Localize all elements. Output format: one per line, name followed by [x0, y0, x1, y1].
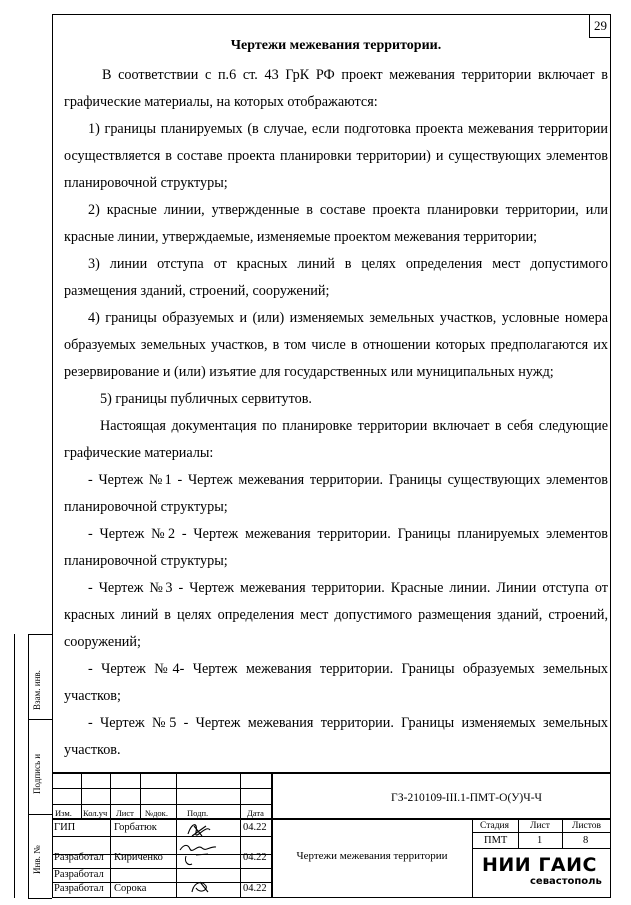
strip-vzam-label: Взам. инв.: [32, 670, 42, 710]
side-strip: [14, 634, 52, 898]
header-data: Дата: [247, 808, 264, 818]
row-role: Разработал: [54, 883, 104, 894]
page-number: 29: [589, 14, 611, 38]
signature-soroka: [188, 878, 212, 896]
list-item: 1) границы планируемых (в случае, если подготовка проекта межевания территории осуществляется в составе проекта планировки территории) и существующих элементов планировочной структуры;: [64, 121, 608, 191]
row-date: 04.22: [243, 822, 267, 833]
org-city: севастополь: [530, 876, 602, 887]
drawing-item: - Чертеж №5 - Чертеж межевания территории. Границы изменяемых земельных участков.: [64, 715, 608, 758]
drawing-item: - Чертеж №3 - Чертеж межевания территории. Красные линии. Линии отступа от красных линий в целях определения мест допустимого размещения зданий, строений, сооружений;: [64, 580, 608, 650]
page-title: Чертежи межевания территории.: [230, 38, 442, 53]
drawing-item: - Чертеж №4- Чертеж межевания территории. Границы образуемых земельных участков;: [64, 661, 608, 704]
list-item: 3) линии отступа от красных линий в целях определения мест допустимого размещения зданий, строений, сооружений;: [64, 256, 608, 299]
title-block: [52, 772, 611, 898]
list-item: 4) границы образуемых и (или) изменяемых земельных участков, условные номера образуемых земельных участков, в том числе в отношении которых предполагаются их резервирование и (или) изъятие для государственных или муниципальных нужд;: [64, 310, 608, 380]
list-header: Лист: [530, 821, 550, 831]
org-logo: НИИ ГАИС: [482, 854, 597, 876]
row-name: Горбатюк: [114, 822, 157, 833]
header-podp: Подп.: [187, 808, 209, 818]
paragraph: В соответствии с п.6 ст. 43 ГрК РФ проект межевания территории включает в графические материалы, на которых отображаются:: [64, 67, 608, 110]
signature-gorbatyuk: [184, 820, 214, 840]
stage-header: Стадия: [480, 821, 509, 831]
list-item: 5) границы публичных сервитутов.: [100, 391, 312, 407]
document-body: [64, 38, 608, 764]
row-role: Разработал: [54, 869, 104, 880]
header-kol: Кол.уч: [83, 808, 108, 818]
drawing-item: - Чертеж №1 - Чертеж межевания территории. Границы существующих элементов планировочной структуры;: [64, 472, 608, 515]
row-name: Сорока: [114, 883, 147, 894]
header-izm: Изм.: [55, 808, 72, 818]
signature-mark: [182, 854, 196, 868]
row-role: Разработал: [54, 852, 104, 863]
document-code: ГЗ-210109-III.1-ПМТ-О(У)Ч-Ч: [390, 792, 543, 804]
list-item: 2) красные линии, утвержденные в составе проекта планировки территории, или красные линии, утверждаемые, изменяемые проектом межевания территории;: [64, 202, 608, 245]
strip-podpis-label: Подпись и: [32, 753, 42, 794]
list-value: 1: [537, 835, 543, 846]
strip-inv-label: Инв. №: [32, 845, 42, 874]
listov-value: 8: [583, 835, 589, 846]
row-name: Кириченко: [114, 852, 163, 863]
row-date: 04.22: [243, 883, 267, 894]
row-date: 04.22: [243, 852, 267, 863]
header-list: Лист: [116, 808, 134, 818]
stage-value: ПМТ: [484, 835, 508, 846]
header-ndok: №док.: [145, 808, 168, 818]
drawing-item: - Чертеж №2 - Чертеж межевания территории. Границы планируемых элементов планировочной структуры;: [64, 526, 608, 569]
paragraph: Настоящая документация по планировке территории включает в себя следующие графические материалы:: [64, 418, 608, 461]
sheet-name: Чертежи межевания территории: [296, 850, 448, 862]
row-role: ГИП: [54, 822, 76, 833]
listov-header: Листов: [572, 821, 602, 831]
